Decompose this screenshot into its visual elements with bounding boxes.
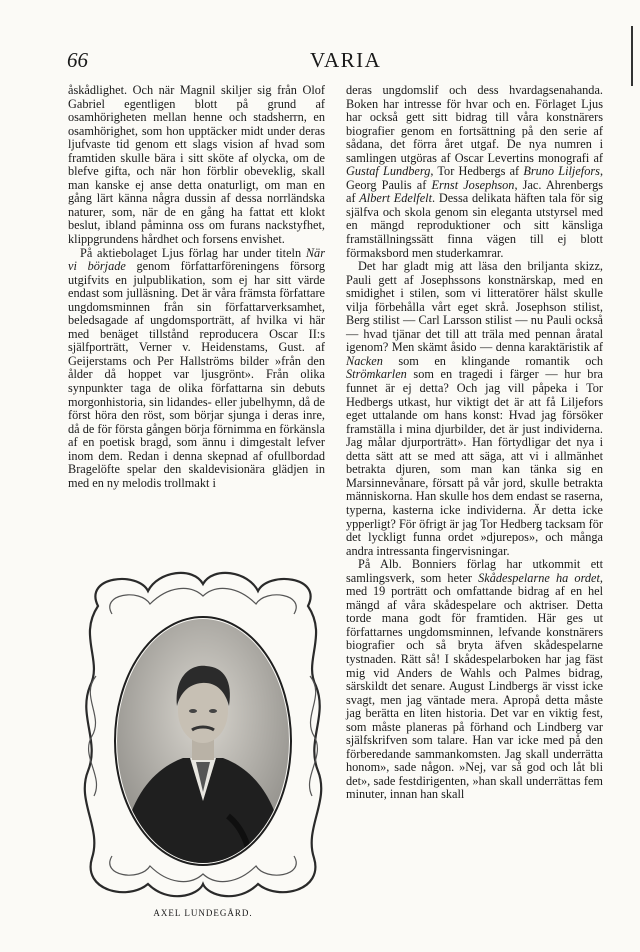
book-title: Skådespelarne ha ordet [478,570,600,585]
paragraph [68,84,325,247]
portrait-figure [78,566,328,904]
artwork-title: Nacken [346,353,383,368]
portrait-image [78,566,328,904]
text-run: Det har gladt mig att läsa den briljanta skizz, Pauli gett af Josephssons konstnärskap, med en smidighet i stilen, som vi litteratörer hälst skulle vilja förbehålla vårt eget skrå. Josephson stilist, Berg stilist — Carl Larsson stilist — nu Pauli också — hvad tjänar det till att träla med pennan åratal igenom? Men skämt åsido — denna karaktäristik af [346,259,603,355]
artist-name: Gustaf Lundberg [346,164,431,179]
paragraph [346,558,603,802]
text-run: , Tor Hedbergs af [430,164,524,179]
text-run: , Georg Paulis af [346,164,604,192]
paragraph [68,247,325,491]
artwork-title: Strömkarlen [346,367,407,382]
left-column [68,84,325,490]
portrait-caption: AXEL LUNDEGÅRD. [153,908,253,918]
text-run: deras ungdomslif och dess hvardagsenahanda. Boken har intresse för hvar och en. Förlaget Ljus har också gett sitt bidrag till våra konstnärers biografier genom en fortsättning på den serie af sådana, det förra året utgaf. De nya numren i samlingen utgöras af Oscar Levertins monografi af [346,83,603,165]
text-run: . Dessa delikata häften tala för sig själfva och skola genom sin eleganta utstyrsel med en mängd reproduktioner och sitt känsliga framställningssätt finna vägen till ej blott förmaksbord men studerkamrar. [346,191,603,260]
text-run: , Jac. Ahrenbergs af [346,177,604,206]
text-run: åskådlighet. Och när Magnil skiljer sig från Olof Gabriel egentligen blott på grund af osamhörigheten mellan henne och stadsherrn, en osamhörighet, som hon upptäcker midt under deras ljufvaste tid genom ett slags vision af hvad som framtiden skulle bära i sitt sköte af olycka, om de blefve gifta, och när hon förblir obeveklig, skall man kanske ej anse detta onaturligt, om man en gång lärt känna några dussin af dessa norrländska naturer, som, när de en gång ha fattat ett klokt beslut, ibland påminna oss om furans nackstyfhet, klippgrundens hårdhet och forsens envishet. [68,83,325,247]
paragraph [346,84,603,260]
right-column [346,84,603,802]
page-edge-line [631,26,633,86]
text-run: som en klingande romantik och [382,353,603,368]
text-run: , med 19 porträtt och omfattande bidrag af en hel mängd af våra skådespelare och aktriser. Detta torde mana godt för framtiden. Här ges ut författarnes ungdomsminnen, lefvande konstnärers biografier och så bryta äfven skådespelarne tystnaden. Rätt så! I skådespelarboken har jag fäst mig vid Anders de Wahls och Palmes bidrag, särskildt det senare. August Lindbergs är visst icke svagt, men jag väntade mera. Apropå detta måste jag berätta en liten historia. Det var en viktig fest, som måste planeras på förhand och Lindberg var själfskrifven som talare. Han var icke med på den förberedande sammankomsten. Jag skall underrätta honom», sade någon. »Nej, var så god och låt bli det», sade festdirigenten, »han skall underrättas fem minuter, innan han skall [346,570,603,802]
text-run: På Alb. Bonniers förlag har utkommit ett samlingsverk, som heter [346,557,603,585]
text-run: som en tragedi i färger — hur bra funnet är ej detta? Och jag vill påpeka i Tor Hedbergs utkast, hur viktigt det är att få Liljefors eget uttalande om hans konst: Hvad jag försöker framställa i mina djurbilder, det är just individerna. Jag målar djurporträtt». Han förtydligar det nya i detta sätt att se med att säga, att vi i allmänhet betrakta djuren, som man kan tänka sig en Marsinnevånare, försatt på vår jord, skulle betrakta människorna. Han skulle hos dem endast se raserna, typerna, kasterna icke individerna. Är detta icke ypperligt? För öfrigt är jag Tor Hedberg tacksam för det lyckligt funna ordet »djurepos», och många andra intressanta fingervisningar. [346,367,603,558]
running-title: VARIA [310,48,382,72]
artist-name: Bruno Liljefors [523,164,600,179]
text-run: På aktiebolaget Ljus förlag har under titeln [80,245,306,260]
text-run: genom författarföreningens försorg utgifvits en julpublikation, som ej har sitt värde endast som julläsning. Det är våra främsta författare ungdomsminnen från sin författarverksamhet, beledsagade af ungdomsporträtt, af hvilka vi här med benäget tillstånd reproducera Oscar II:s själfporträtt, Verner v. Heidenstams, Gust. af Geijerstams och Per Hallströms bilder »från den ålder då hoppet var ljusgrönt». Från olika synpunkter taga de olika författarna sin debuts morgonhistoria, sin lidandes- eller jubelhymn, då de först höra den röst, som börjar sjunga i deras inre, då de för första gången börja förnimma en förkänsla af en poetisk bragd, som ännu i dimgestalt lefver inom dem. Redan i denna skepnad af ofullbordad Bragelöfte spelar den skaldevisionära glädjen in med en ny melodis trollmakt i [68,259,326,490]
book-title: När vi började [68,245,325,274]
artist-name: Ernst Josephson [431,177,515,192]
artist-name: Albert Edelfelt [359,191,433,206]
page-number: 66 [67,48,88,72]
paragraph [346,260,603,558]
